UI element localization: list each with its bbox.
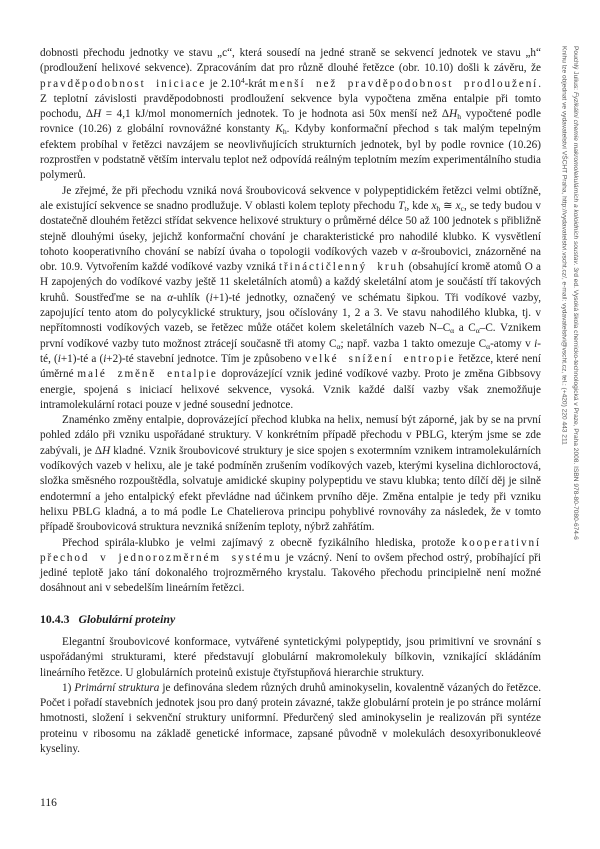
paragraph: Přechod spirála-klubko je velmi zajímavý z obecně fyzikálního hlediska, protože kooperativní přechod v jednorozměrném systému je vzácný. Není to ovšem přechod ostrý, probíhající při jediné teplotě jako tání dokonalého trojrozměrného krystalu. Takového přechodu principielně není možné dosáhnout ani v sebedelším lineárním řetězci.: [40, 536, 541, 595]
paragraph: dobnosti přechodu jednotky ve stavu „c“, která sousedí na jedné straně se sekvencí jednotek ve stavu „h“ (prodloužení helixové sekvence). Zpracováním dat pro různě dlouhé řetězce (obr. 10.10) došli k závěru, že pravděpodobnost iniciace je 2.10$^4$-krát menší než pravděpodobnost prodloužení. Z teplotní závislosti pravděpodobnosti prodloužení sekvence byla vypočtena změna entalpie při tomto pochodu, ΔH = 4,1 kJ/mol monomerních jednotek. To je hodnota asi 50x menší než $\Delta H_h$ vypočtené podle rovnice (10.26) z globální rovnovážné konstanty $K_h$. Kdyby konformační přechod s tak malým tepelným efektem probíhal v řetězci navzájem se neovlivňujících strukturních jednotek, byl by podle rovnice (10.26) rozprostřen v podstatně větším intervalu teplot než odpovídá reálným teplotním mezím experimentálního studia polymerů.: [40, 47, 541, 182]
paragraph: Je zřejmé, že při přechodu vzniká nová šroubovicová sekvence v polypeptidickém řetězci velmi obtížně, ale existující sekvence se snadno prodlužuje. V oblasti kolem teploty přechodu $T_t$, kde $x_h$ ≅ $x_c$, se tedy budou v dostatečně dlouhém řetězci střídat sekvence helixové struktury o průměrné délce 50 až 100 jednotek s přibližně stejně dlouhými úseky, jejichž konformační chování je charakteristické pro nahodilé klubko. K vysvětlení tohoto kooperativního chování se nabízí úvaha o topologii vodíkových vazeb v α-šroubovici, znázorněné na obr. 10.9. Vytvořením každé vodíkové vazby vzniká třináctičlenný kruh (obsahující kromě atomů O a H zapojených do vodíkové vazby ještě 11 skeletálních atomů) a každý skeletální atom je součástí tří takových kruhů. Soustřeďme se na α-uhlík (i+1)-té jednotky, označený ve schématu šipkou. Tři vodíkové vazby, zapojující tento atom do polycyklické struktury, jsou očíslovány 1, 2 a 3. Ve stavu nahodilého klubka, tj. v nepřítomnosti vodíkových vazeb, se řetězec může otáčet kolem skeletálních vazeb $N-C_\alpha$ a $C_\alpha-C$. Vznikem první vodíkové vazby tuto možnost ztrácejí současně tři atomy $C_\alpha$; např. vazba 1 takto omezuje $C_\alpha$-atomy v i-té, (i+1)-té a (i+2)-té stavební jednotce. Tím je způsobeno velké snížení entropie řetězce, které není úměrné malé změně entalpie doprovázející vznik jediné vodíkové vazby. Proto je změna Gibbsovy energie, spojená s iniciací helixové sekvence, vysoká. Vznik každé další vazby však znemožňuje intramolekulární rotaci pouze v jedné sousední jednotce.: [40, 184, 542, 411]
text-column: [40, 46, 541, 757]
section-title: Globulární proteiny: [78, 611, 176, 626]
citation-line: [570, 46, 582, 836]
order-info-line: Knihu lze objednat ve vydavatelství VŠCHT Praha, http://vydavatelstvi.vscht.cz/, e-mail: vydavatelstvi@vscht.cz, tel.: (+420) 220 443 211: [560, 46, 568, 445]
citation-rest: . 3rd ed. Vysoká škola chemicko-technologická v Praze, Praha 2008. ISBN 978-80-7080-674-6: [572, 263, 579, 540]
sidebar-citation: [558, 46, 581, 836]
paragraph: Znaménko změny entalpie, doprovázející přechod klubka na helix, nemusí být záporné, jak by se na první pohled zdálo při vzniku uspořádané struktury. V konkrétním případě přechodu v PBLG, kterým jsme se zde zabývali, je ΔH kladné. Vznik šroubovicové struktury je sice spojen s exotermním vznikem intramolekulárních vodíkových vazeb v helixu, ale je také podmíněn zrušením vodíkových vazeb, kterými kyselina dichloroctová, složka směsného rozpouštědla, solvatuje amidické skupiny polypeptidu ve stavu klubka; tento dílčí děj je silně endotermní a jeho entalpický efekt převládne nad účinkem prvního děje. Změna entalpie je tedy při vzniku helixu PBLG kladná, a to má podle Le Chatelierova principu pohyblivé rovnováhy za následek, že v tomto případě šroubovicová struktura nevzniká snížením teploty, nýbrž zahřátím.: [40, 414, 542, 534]
section-heading: [40, 612, 541, 627]
citation-author: Pouchlý Julius:: [572, 46, 579, 92]
section-number: 10.4.3: [40, 611, 70, 626]
paragraph: Elegantní šroubovicové konformace, vytvářené syntetickými polypeptidy, jsou primitivní ve srovnání s uspořádanými strukturami, které představují globulární makromolekuly bílkovin, vznikající skládáním lineárního řetězce. U globulárních proteinů existuje čtyřstupňová hierarchie struktury.: [40, 635, 541, 679]
page-number: 116: [40, 797, 57, 809]
paragraph: 1) Primární struktura je definována sledem různých druhů aminokyselin, kovalentně vázaných do řetězce. Počet i pořadí stavebních jednotek jsou pro daný protein závazné, takže globulární protein je po stránce molární hmotnosti, složení i sekvenční struktury uniformní. Předurčený sled aminokyselin je realizován při syntéze proteinu v ribosomu na základě genetické informace, zapsané původně v molekulách desoxyribonukleové kyseliny.: [40, 681, 541, 756]
citation-title: Fyzikální chemie makromolekulárních a koloidních soustav: [572, 91, 579, 264]
